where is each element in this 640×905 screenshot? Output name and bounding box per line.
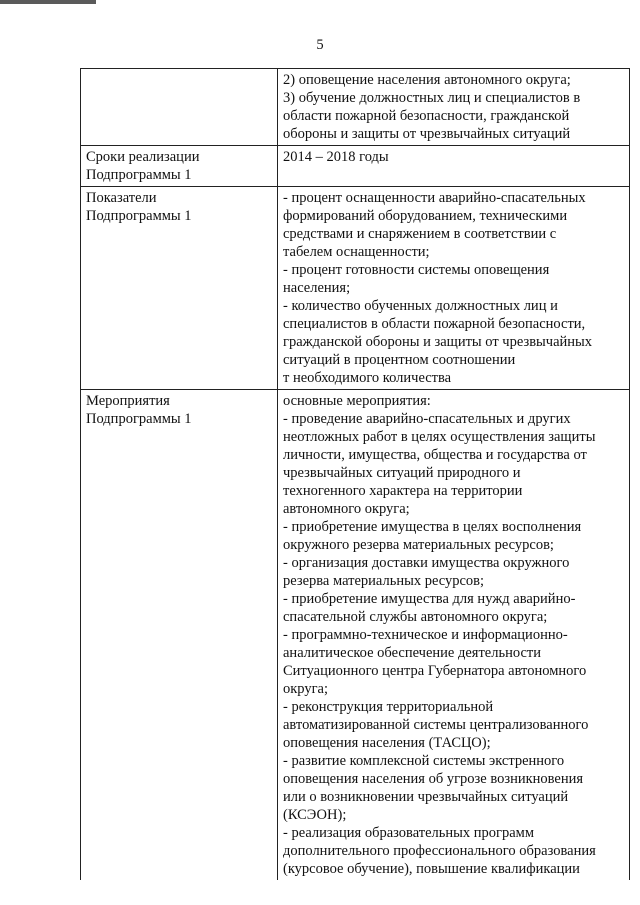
row-label-line: Мероприятия (86, 393, 170, 409)
row-content-line: личности, имущества, общества и государства от (283, 447, 587, 463)
row-content-line: оповещения населения об угрозе возникновения (283, 771, 584, 787)
row-content-line: дополнительного профессионального образования (283, 843, 596, 859)
row-content-line: автономного округа; (283, 501, 410, 517)
program-passport-table (80, 68, 630, 880)
row-label-cell (81, 390, 278, 881)
row-content-cell (278, 390, 630, 881)
row-content-line: формирований оборудованием, техническими (283, 208, 568, 224)
table-row (81, 187, 630, 390)
row-content-cell (278, 69, 630, 146)
scan-artifact (0, 0, 96, 4)
row-label-line: Показатели (86, 190, 157, 206)
row-content-line: - процент оснащенности аварийно-спасательных (283, 190, 586, 206)
table-row (81, 390, 630, 881)
row-content-line: области пожарной безопасности, гражданской (283, 108, 570, 124)
row-content-line: специалистов в области пожарной безопасности, (283, 316, 586, 332)
row-content-line: 3) обучение должностных лиц и специалистов в (283, 90, 581, 106)
row-label-cell (81, 69, 278, 146)
row-content-line: - приобретение имущества в целях восполнения (283, 519, 582, 535)
row-content-line: оповещения населения (ТАСЦО); (283, 735, 491, 751)
row-content-line: - реализация образовательных программ (283, 825, 535, 841)
row-content-cell (278, 146, 630, 187)
row-content-line: (КСЭОН); (283, 807, 347, 823)
row-content-cell (278, 187, 630, 390)
row-content-line: населения; (283, 280, 351, 296)
row-content-line: округа; (283, 681, 329, 697)
table-row (81, 69, 630, 146)
row-content-line: обороны и защиты от чрезвычайных ситуаций (283, 126, 571, 142)
row-label-line: Сроки реализации (86, 149, 200, 165)
row-content-line: основные мероприятия: (283, 393, 431, 409)
row-content-line: (курсовое обучение), повышение квалификации (283, 861, 580, 877)
row-content-line: - проведение аварийно-спасательных и других (283, 411, 571, 427)
row-content-line: табелем оснащенности; (283, 244, 430, 260)
row-content-line: 2) оповещение населения автономного округа; (283, 72, 571, 88)
row-label-cell (81, 146, 278, 187)
row-content-line: автоматизированной системы централизованного (283, 717, 589, 733)
row-content-line: - количество обученных должностных лиц и (283, 298, 558, 314)
row-content-line: окружного резерва материальных ресурсов; (283, 537, 554, 553)
row-content-line: - приобретение имущества для нужд аварийно- (283, 591, 576, 607)
row-content-line: техногенного характера на территории (283, 483, 523, 499)
page-number: 5 (316, 37, 324, 53)
row-content-line: ситуаций в процентном соотношении (283, 352, 516, 368)
row-content-line: Ситуационного центра Губернатора автономного (283, 663, 587, 679)
row-content-line: - развитие комплексной системы экстренного (283, 753, 565, 769)
row-content-line: аналитическое обеспечение деятельности (283, 645, 541, 661)
row-content-line: 2014 – 2018 годы (283, 149, 389, 165)
row-label-line: Подпрограммы 1 (86, 411, 192, 427)
row-label-cell (81, 187, 278, 390)
table-row (81, 146, 630, 187)
row-content-line: - программно-техническое и информационно- (283, 627, 568, 643)
row-content-line: т необходимого количества (283, 370, 452, 386)
row-label-line: Подпрограммы 1 (86, 167, 192, 183)
table-body (81, 69, 630, 881)
row-label-line: Подпрограммы 1 (86, 208, 192, 224)
row-content-line: - организация доставки имущества окружного (283, 555, 570, 571)
row-content-line: гражданской обороны и защиты от чрезвычайных (283, 334, 593, 350)
row-content-line: - реконструкция территориальной (283, 699, 494, 715)
row-content-line: или о возникновении чрезвычайных ситуаций (283, 789, 569, 805)
row-content-line: резерва материальных ресурсов; (283, 573, 485, 589)
row-content-line: неотложных работ в целях осуществления защиты (283, 429, 596, 445)
row-content-line: - процент готовности системы оповещения (283, 262, 550, 278)
row-content-line: чрезвычайных ситуаций природного и (283, 465, 521, 481)
row-content-line: средствами и снаряжением в соответствии с (283, 226, 557, 242)
row-content-line: спасательной службы автономного округа; (283, 609, 548, 625)
